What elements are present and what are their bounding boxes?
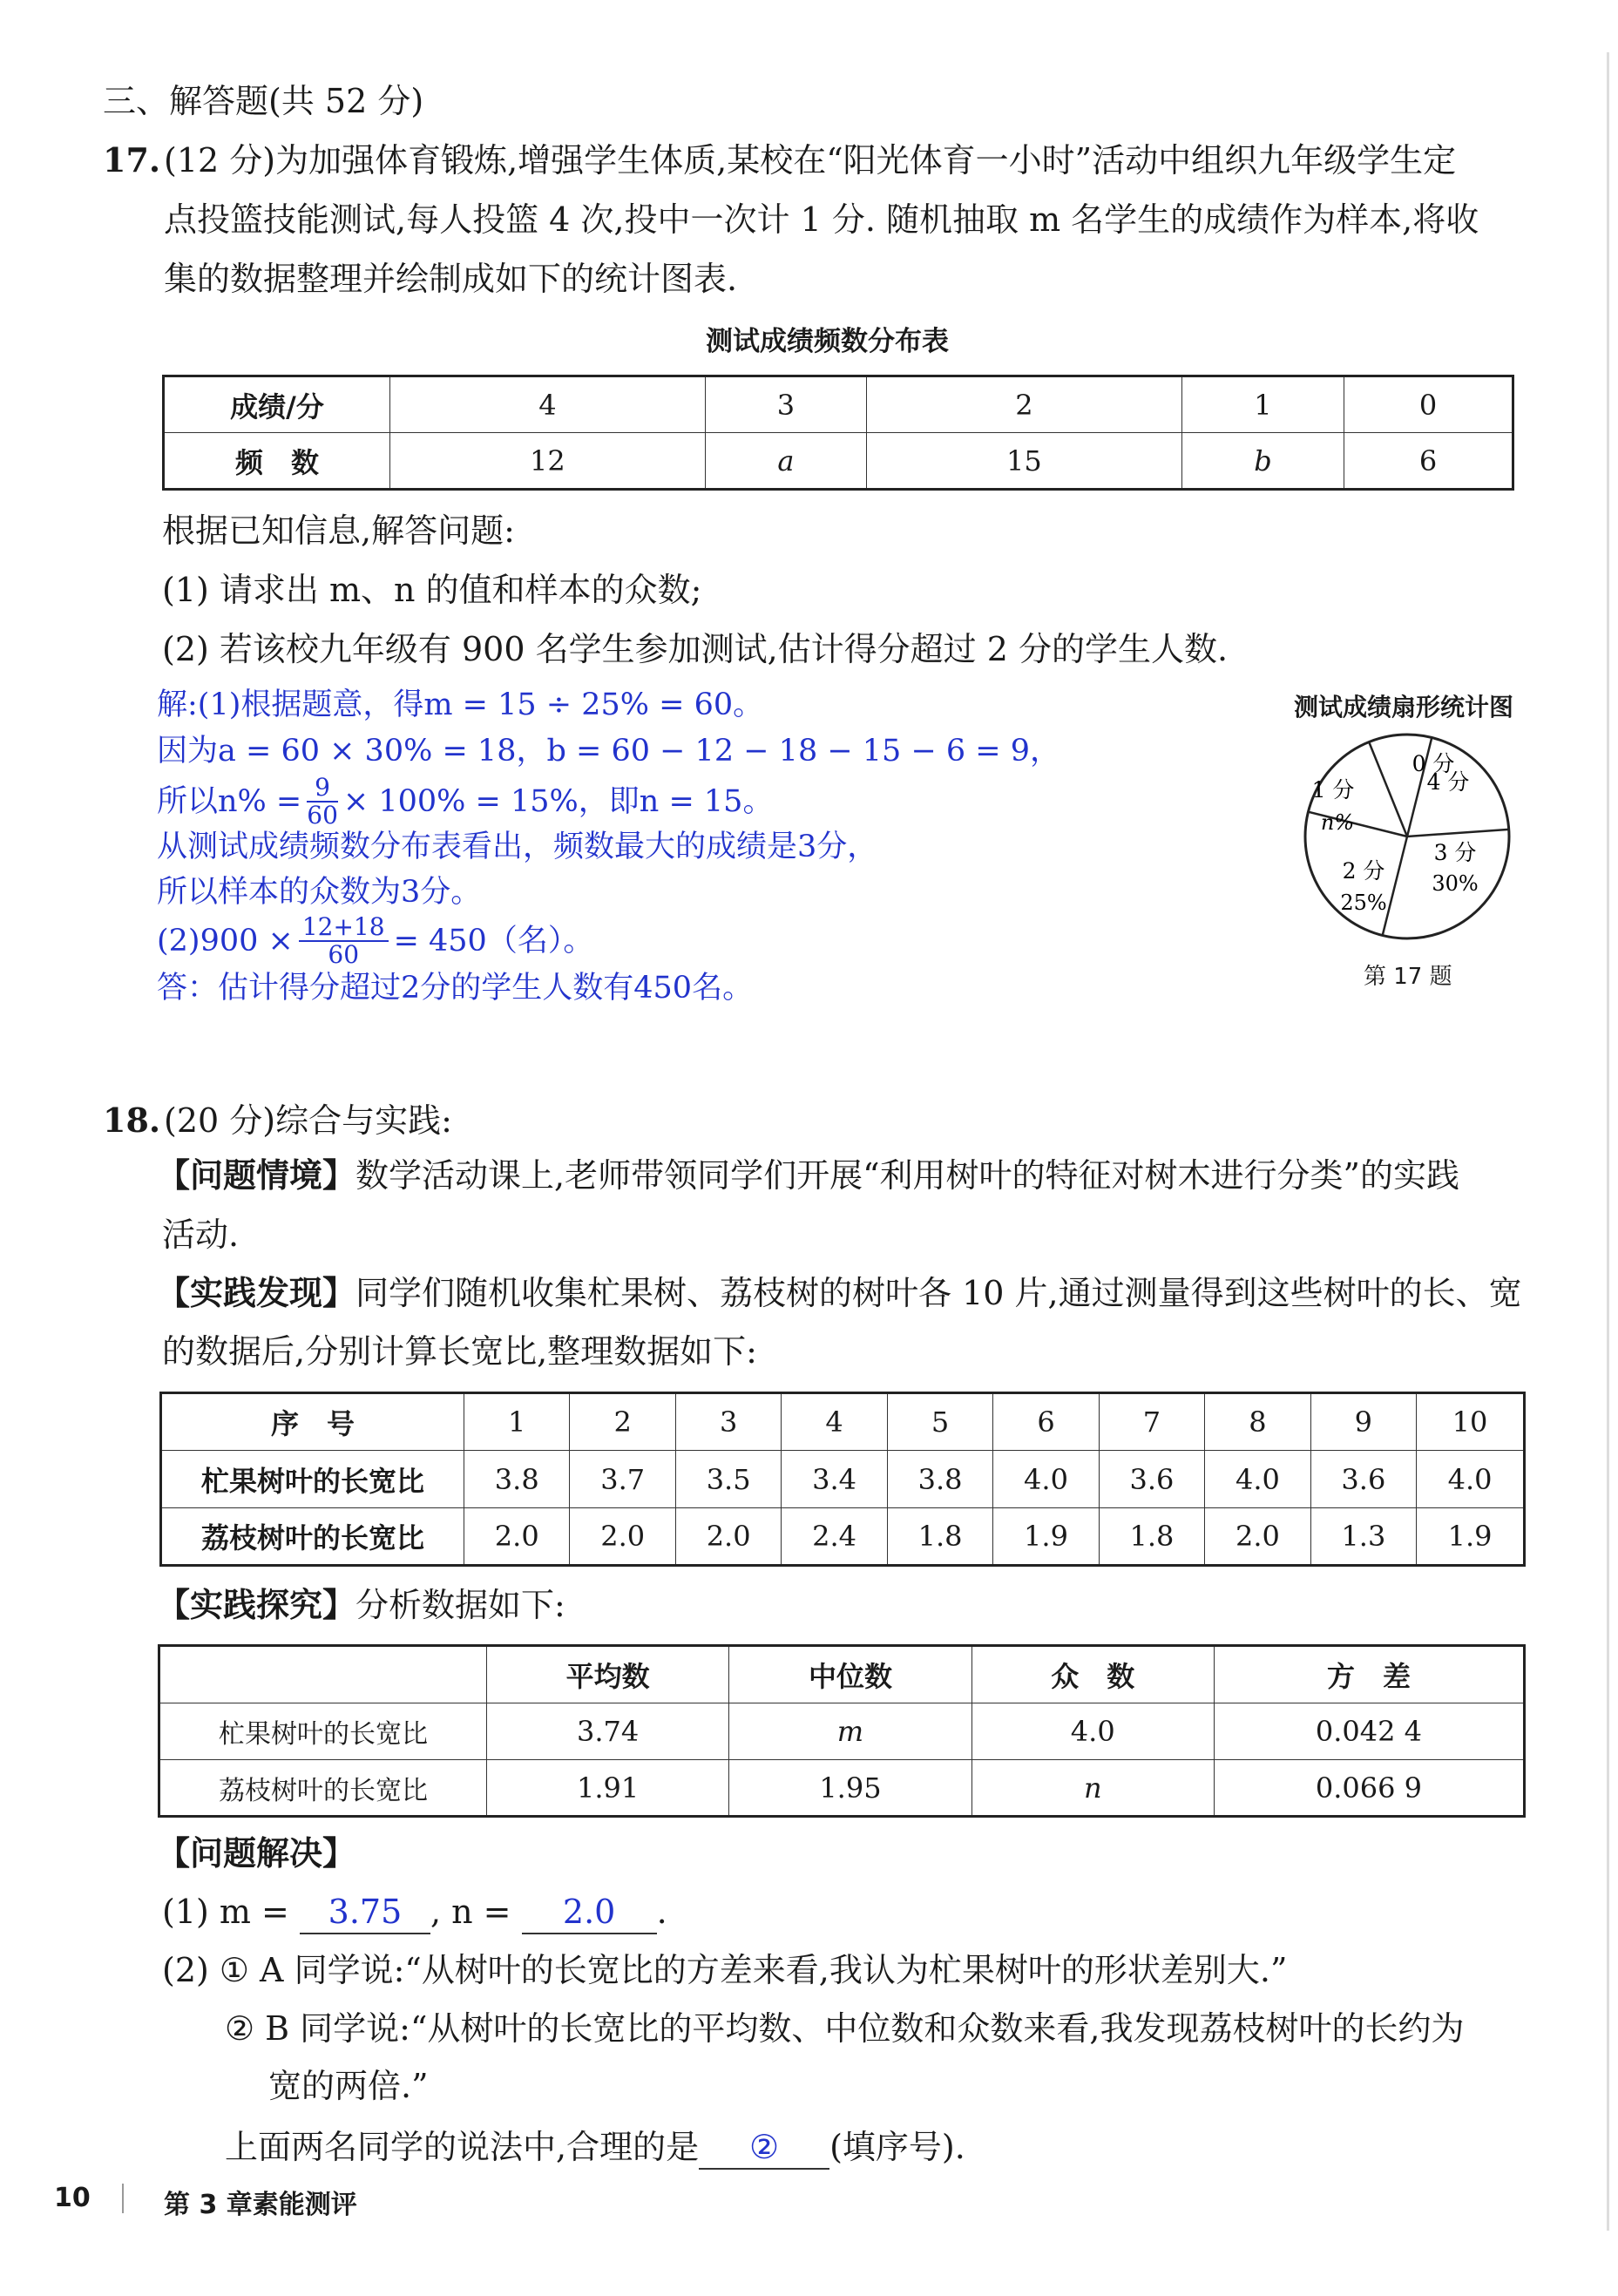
lychee-ratio-cell: 1.8 — [1099, 1508, 1204, 1566]
pie-label-1-pct: n% — [1320, 810, 1355, 835]
q17-number: 17. — [103, 140, 161, 179]
q17-sub-1: (1) 请求出 m、n 的值和样本的众数; — [162, 571, 702, 609]
q18-number: 18. — [103, 1101, 161, 1140]
q18-part-2-line-4 — [225, 2126, 965, 2170]
part-2-hint: (填序号). — [829, 2128, 965, 2166]
finding-tag: 【实践发现】 — [157, 1274, 356, 1312]
pie-label-4: 4 分 — [1426, 769, 1470, 795]
fraction-numerator: 9 — [307, 775, 338, 803]
stats-cell: 0.042 4 — [1214, 1703, 1524, 1760]
index-cell: 9 — [1310, 1393, 1416, 1451]
lychee-ratio-cell: 1.8 — [887, 1508, 992, 1566]
solution-line-3-pre: 所以n% = — [157, 784, 302, 819]
solution-line-6-pre: (2)900 × — [157, 924, 294, 958]
answer-choice: ② — [699, 2126, 829, 2170]
stats-header: 平均数 — [487, 1646, 729, 1703]
solution-line-6 — [157, 911, 593, 972]
leaf-data-table — [159, 1392, 1526, 1567]
q18-part-2-line-2: ② B 同学说:“从树叶的长宽比的平均数、中位数和众数来看,我发现荔枝树叶的长约为 — [225, 2009, 1465, 2048]
mango-ratio-cell: 3.4 — [782, 1451, 887, 1508]
pie-label-2-pct: 25% — [1340, 891, 1387, 915]
lychee-ratio-cell: 2.0 — [570, 1508, 675, 1566]
freq-table — [162, 375, 1514, 491]
freq-row-label-score: 成绩/分 — [164, 376, 390, 433]
q17-prompt: 根据已知信息,解答问题: — [162, 511, 515, 550]
mango-ratio-cell: 3.8 — [464, 1451, 570, 1508]
freq-table-title: 测试成绩频数分布表 — [706, 326, 949, 357]
solution-line-5: 所以样本的众数为3分。 — [157, 875, 482, 910]
index-cell: 8 — [1205, 1393, 1310, 1451]
part-1-mid: , n = — [430, 1893, 511, 1931]
mango-ratio-cell: 3.8 — [887, 1451, 992, 1508]
mango-ratio-cell: 4.0 — [993, 1451, 1099, 1508]
solution-line-1: 解:(1)根据题意，得m = 15 ÷ 25% = 60。 — [157, 687, 764, 722]
stats-cell: 0.066 9 — [1214, 1760, 1524, 1817]
lychee-ratio-cell: 1.9 — [993, 1508, 1099, 1566]
stats-lychee-label: 荔枝树叶的长宽比 — [159, 1760, 487, 1817]
q18-finding — [157, 1272, 1522, 1314]
explore-tag: 【实践探究】 — [157, 1586, 356, 1624]
freq-cell: b — [1181, 433, 1344, 490]
fraction-numerator: 12+18 — [299, 914, 389, 942]
stats-cell: 3.74 — [487, 1703, 729, 1760]
freq-row-label-count: 频 数 — [164, 433, 390, 490]
index-cell: 4 — [782, 1393, 887, 1451]
q18-part-2-line-3: 宽的两倍.” — [268, 2067, 429, 2105]
section-heading: 三、解答题(共 52 分) — [103, 82, 424, 120]
fraction-denominator: 60 — [307, 801, 338, 830]
pie-chart — [1298, 728, 1516, 954]
q18-context — [157, 1155, 1459, 1196]
stats-header: 众 数 — [971, 1646, 1214, 1703]
fraction-30-60 — [299, 914, 389, 968]
pie-label-2: 2 分 — [1342, 858, 1385, 884]
q18-finding-2: 的数据后,分别计算长宽比,整理数据如下: — [162, 1332, 757, 1371]
stats-header: 中位数 — [729, 1646, 971, 1703]
score-cell: 0 — [1344, 376, 1513, 433]
solution-line-7: 答：估计得分超过2分的学生人数有450名。 — [157, 971, 754, 1006]
stats-table — [158, 1644, 1526, 1818]
solve-tag: 【问题解决】 — [157, 1834, 356, 1873]
mango-row-label: 杧果树叶的长宽比 — [161, 1451, 464, 1508]
pie-label-0: 0 分 — [1412, 751, 1455, 776]
q17-line-1: (12 分)为加强体育锻炼,增强学生体质,某校在“阳光体育一小时”活动中组织九年级学生定 — [164, 141, 1457, 179]
stats-cell: 1.91 — [487, 1760, 729, 1817]
pie-caption: 第 17 题 — [1364, 964, 1452, 990]
solution-line-4: 从测试成绩频数分布表看出，频数最大的成绩是3分， — [157, 830, 878, 864]
stats-header: 方 差 — [1214, 1646, 1524, 1703]
solution-line-3 — [157, 771, 773, 832]
mango-ratio-cell: 3.7 — [570, 1451, 675, 1508]
lychee-row-label: 荔枝树叶的长宽比 — [161, 1508, 464, 1566]
part-2-question: 上面两名同学的说法中,合理的是 — [225, 2128, 700, 2166]
solution-line-6-post: = 450（名）。 — [393, 924, 594, 958]
index-cell: 5 — [887, 1393, 992, 1451]
mango-ratio-cell: 4.0 — [1205, 1451, 1310, 1508]
freq-cell: a — [705, 433, 866, 490]
index-cell: 3 — [675, 1393, 781, 1451]
score-cell: 4 — [390, 376, 706, 433]
score-cell: 3 — [705, 376, 866, 433]
index-header: 序 号 — [161, 1393, 464, 1451]
chapter-title: 第 3 章素能测评 — [164, 2190, 357, 2220]
answer-m: 3.75 — [300, 1891, 430, 1934]
index-cell: 10 — [1417, 1393, 1525, 1451]
mango-ratio-cell: 3.6 — [1310, 1451, 1416, 1508]
score-cell: 2 — [867, 376, 1182, 433]
q18-part-1 — [162, 1891, 667, 1934]
index-cell: 6 — [993, 1393, 1099, 1451]
stats-cell: n — [971, 1760, 1214, 1817]
stats-cell: m — [729, 1703, 971, 1760]
part-1-end: . — [656, 1893, 667, 1931]
score-cell: 1 — [1181, 376, 1344, 433]
q17-sub-2: (2) 若该校九年级有 900 名学生参加测试,估计得分超过 2 分的学生人数. — [162, 630, 1229, 668]
freq-cell: 6 — [1344, 433, 1513, 490]
context-tag: 【问题情境】 — [157, 1156, 356, 1195]
lychee-ratio-cell: 2.0 — [464, 1508, 570, 1566]
q17-line-2: 点投篮技能测试,每人投篮 4 次,投中一次计 1 分. 随机抽取 m 名学生的成绩作为样本,将收 — [164, 200, 1479, 239]
freq-cell: 15 — [867, 433, 1182, 490]
lychee-ratio-cell: 2.0 — [1205, 1508, 1310, 1566]
freq-cell: 12 — [390, 433, 706, 490]
solution-line-3-post: × 100% = 15%，即n = 15。 — [342, 784, 774, 819]
lychee-ratio-cell: 1.3 — [1310, 1508, 1416, 1566]
mango-ratio-cell: 3.5 — [675, 1451, 781, 1508]
page-edge — [1607, 52, 1609, 2231]
context-text: 数学活动课上,老师带领同学们开展“利用树叶的特征对树木进行分类”的实践 — [355, 1156, 1459, 1195]
q18-explore — [157, 1584, 565, 1626]
finding-text: 同学们随机收集杧果树、荔枝树的树叶各 10 片,通过测量得到这些树叶的长、宽 — [355, 1274, 1522, 1312]
pie-label-3: 3 分 — [1433, 840, 1477, 865]
mango-ratio-cell: 3.6 — [1099, 1451, 1204, 1508]
lychee-ratio-cell: 2.0 — [675, 1508, 781, 1566]
fraction-9-60 — [307, 775, 338, 829]
lychee-ratio-cell: 1.9 — [1417, 1508, 1525, 1566]
pie-label-1: 1 分 — [1311, 777, 1355, 803]
index-cell: 1 — [464, 1393, 570, 1451]
stats-mango-label: 杧果树叶的长宽比 — [159, 1703, 487, 1760]
q18-context-2: 活动. — [162, 1216, 240, 1254]
solution-line-2: 因为a = 60 × 30% = 18，b = 60 − 12 − 18 − 15 − 6 = 9， — [157, 734, 1061, 769]
stats-cell: 4.0 — [971, 1703, 1214, 1760]
footer-divider — [122, 2184, 124, 2213]
stats-cell: 1.95 — [729, 1760, 971, 1817]
pie-title: 测试成绩扇形统计图 — [1294, 693, 1514, 721]
lychee-ratio-cell: 2.4 — [782, 1508, 887, 1566]
page-number: 10 — [54, 2183, 91, 2213]
q18-intro: (20 分)综合与实践: — [164, 1101, 452, 1140]
index-cell: 7 — [1099, 1393, 1204, 1451]
q18-part-2-line-1: (2) ① A 同学说:“从树叶的长宽比的方差来看,我认为杧果树叶的形状差别大.” — [162, 1951, 1288, 1989]
answer-n: 2.0 — [522, 1891, 657, 1934]
stats-corner — [159, 1646, 487, 1703]
pie-label-3-pct: 30% — [1432, 871, 1479, 896]
q17-line-3: 集的数据整理并绘制成如下的统计图表. — [164, 260, 738, 298]
explore-text: 分析数据如下: — [355, 1586, 565, 1624]
mango-ratio-cell: 4.0 — [1417, 1451, 1525, 1508]
part-1-prefix: (1) m = — [162, 1893, 289, 1931]
index-cell: 2 — [570, 1393, 675, 1451]
fraction-denominator: 60 — [328, 940, 360, 969]
